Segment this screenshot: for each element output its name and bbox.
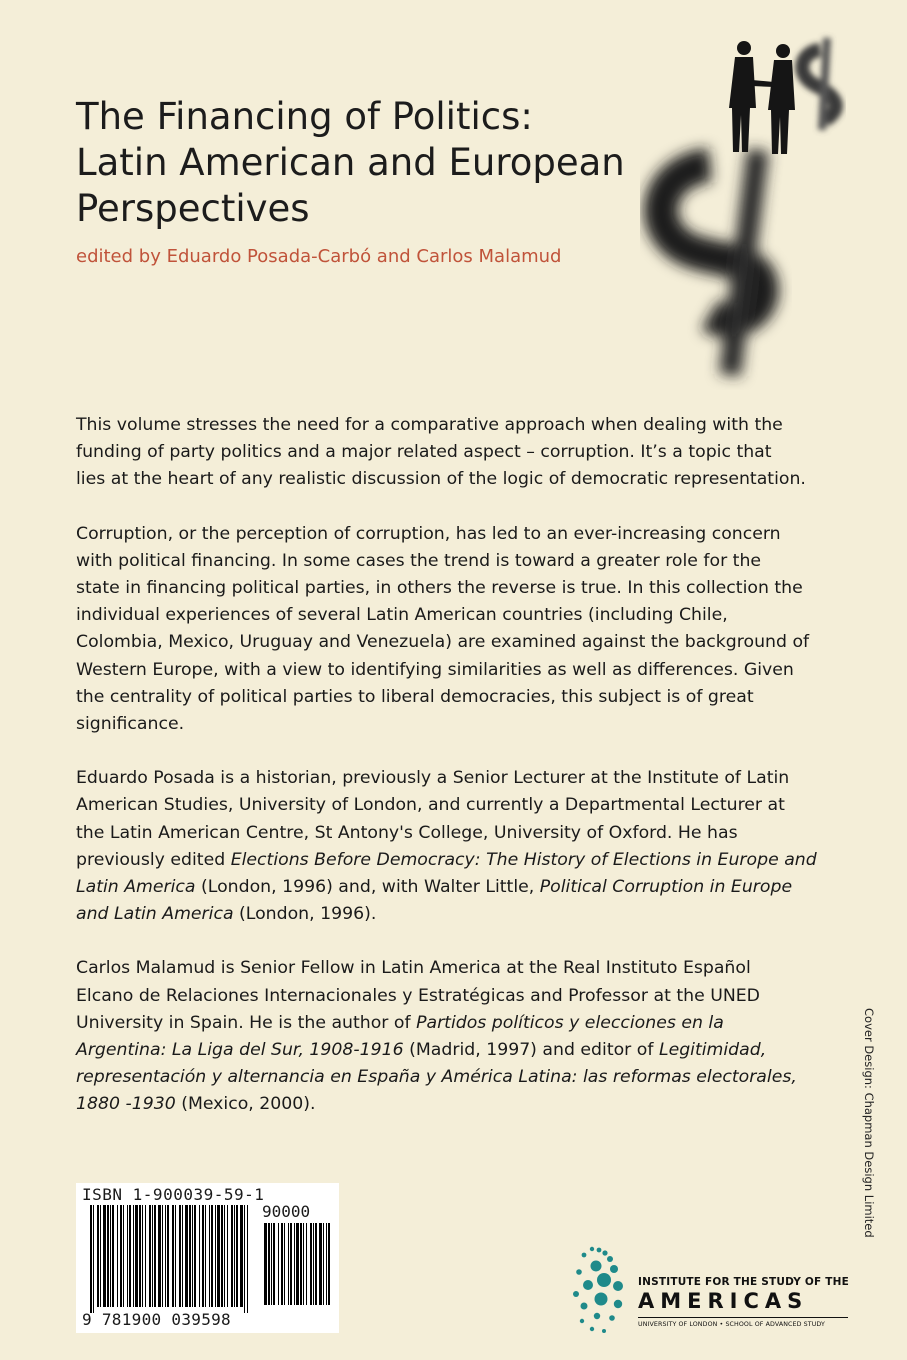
businessmen-figures	[729, 41, 795, 154]
addon-bar	[310, 1223, 312, 1305]
text-line: Colombia, Mexico, Uruguay and Venezuela) are examined against the background of	[76, 632, 810, 653]
addon-bar	[319, 1223, 322, 1305]
addon-bar	[288, 1223, 289, 1305]
book-title-italic: Partidos políticos y elecciones en la	[416, 1012, 724, 1033]
text-line: Eduardo Posada is a historian, previously a Senior Lecturer at the Institute of Latin	[76, 768, 790, 789]
barcode-bar	[158, 1205, 161, 1307]
barcode-bar	[93, 1205, 94, 1313]
text-line: significance.	[76, 714, 185, 735]
text-run: previously edited	[76, 849, 231, 870]
barcode-bar	[240, 1205, 243, 1307]
text-run: (Madrid, 1997) and editor of	[403, 1040, 659, 1061]
handshake-dollar-illustration	[640, 30, 880, 390]
barcode-bar	[205, 1205, 206, 1307]
text-line: the Latin American Centre, St Antony's College, University of Oxford. He has	[76, 822, 738, 843]
barcode-bar	[167, 1205, 169, 1307]
addon-bar	[300, 1223, 302, 1305]
barcode-bar	[202, 1205, 204, 1307]
barcode-bar	[129, 1205, 131, 1307]
barcode-bar	[231, 1205, 233, 1307]
logo-divider	[638, 1317, 848, 1318]
isbn-text: ISBN 1-900039-59-1	[82, 1185, 265, 1204]
barcode-bar	[123, 1205, 124, 1307]
addon-bar	[278, 1223, 279, 1305]
barcode-bar	[107, 1205, 109, 1307]
title-line: Perspectives	[76, 187, 310, 230]
barcode-bar	[165, 1205, 166, 1307]
barcode-bar	[221, 1205, 223, 1307]
barcode-bar	[152, 1205, 153, 1307]
barcode-bar	[185, 1205, 188, 1307]
barcode-bar	[142, 1205, 143, 1307]
barcode-bar	[149, 1205, 151, 1307]
addon-bar	[296, 1223, 299, 1305]
barcode-bar	[145, 1205, 146, 1307]
addon-bar	[273, 1223, 275, 1305]
logo-sub-line: UNIVERSITY OF LONDON • SCHOOL OF ADVANCED STUDY	[638, 1321, 825, 1328]
barcode-bar	[172, 1205, 174, 1307]
title-line: Latin American and European	[76, 141, 625, 184]
barcode-bar	[227, 1205, 228, 1307]
back-cover-text	[76, 412, 836, 1146]
book-title-italic: 1880 -1930	[76, 1094, 176, 1115]
text-line: Elcano de Relaciones Internacionales y Estratégicas and Professor at the UNED	[76, 985, 760, 1006]
editor-bio-malamud	[76, 955, 836, 1118]
barcode-bar	[209, 1205, 210, 1307]
barcode-bar	[199, 1205, 200, 1307]
text-line	[76, 901, 836, 928]
description-paragraph	[76, 412, 836, 494]
barcode-bar	[247, 1205, 248, 1313]
logo-wordmark: AMERICAS	[638, 1289, 809, 1313]
barcode-bar	[103, 1205, 106, 1307]
addon-bar	[313, 1223, 314, 1305]
addon-bar	[306, 1223, 307, 1305]
text-line: state in financing political parties, in others the reverse is true. In this collection the	[76, 578, 803, 599]
text-line: This volume stresses the need for a comparative approach when dealing with the	[76, 415, 783, 435]
text-line: lies at the heart of any realistic discussion of the logic of democratic representation.	[76, 469, 806, 490]
text-line: the centrality of political parties to liberal democracies, this subject is of great	[76, 686, 754, 707]
addon-bar	[294, 1223, 295, 1305]
editor-bio-posada	[76, 765, 836, 928]
text-line: Carlos Malamud is Senior Fellow in Latin America at the Real Instituto Español	[76, 958, 751, 979]
text-line	[76, 874, 836, 901]
text-run: University in Spain. He is the author of	[76, 1012, 417, 1033]
barcode-bar	[120, 1205, 122, 1307]
price-code: 90000	[262, 1202, 311, 1221]
addon-bar	[326, 1223, 327, 1305]
book-title-italic: Political Corruption in Europe	[539, 877, 793, 898]
barcode-bar	[90, 1205, 92, 1313]
text-line	[76, 1010, 836, 1037]
text-line: Corruption, or the perception of corruption, has led to an ever-increasing concern	[76, 523, 781, 544]
barcode-bar	[127, 1205, 128, 1307]
barcode-bar	[211, 1205, 213, 1307]
barcode-bar	[139, 1205, 141, 1307]
text-line	[76, 1037, 836, 1064]
barcode-bar	[162, 1205, 163, 1307]
barcode-bar	[179, 1205, 181, 1307]
editors-line: edited by Eduardo Posada-Carbó and Carlos Malamud	[76, 246, 562, 267]
barcode-bar	[224, 1205, 225, 1307]
book-title-italic: Legitimidad,	[658, 1040, 767, 1061]
book-title-italic: representación y alternancia en España y América Latina: las reformas electorales,	[76, 1067, 797, 1088]
barcode-bar	[217, 1205, 220, 1307]
text-run: (London, 1996) and, with Walter Little,	[195, 877, 540, 898]
addon-bar	[290, 1223, 292, 1305]
text-line: individual experiences of several Latin American countries (including Chile,	[76, 605, 728, 626]
addon-bar	[271, 1223, 272, 1305]
book-title-italic: and Latin America	[76, 904, 234, 925]
text-line: with political financing. In some cases the trend is toward a greater role for the	[76, 550, 762, 571]
addon-bar	[284, 1223, 285, 1305]
isbn-barcode	[76, 1183, 339, 1333]
book-title-italic: Latin America	[76, 877, 196, 898]
description-paragraph	[76, 521, 836, 739]
barcode-bar	[97, 1205, 99, 1307]
text-line: American Studies, University of London, and currently a Departmental Lecturer at	[76, 795, 785, 816]
ean-digits: 9 781900 039598	[82, 1310, 231, 1329]
barcode-bar	[234, 1205, 235, 1307]
barcode-bar	[175, 1205, 176, 1307]
cover-design-credit: Cover Design: Chapman Design Limited	[862, 1008, 876, 1238]
addon-bar	[315, 1223, 317, 1305]
addon-bar	[281, 1223, 283, 1305]
addon-bar	[328, 1223, 330, 1305]
text-line	[76, 1064, 836, 1091]
barcode-bar	[133, 1205, 134, 1307]
barcode-bar	[135, 1205, 138, 1307]
barcode-bar	[182, 1205, 183, 1307]
barcode-bar	[189, 1205, 191, 1307]
barcode-bar	[100, 1205, 101, 1307]
institute-logo	[570, 1242, 860, 1342]
book-title	[76, 94, 636, 232]
barcode-bar	[154, 1205, 156, 1307]
barcode-bar	[194, 1205, 196, 1307]
addon-bar	[303, 1223, 304, 1305]
title-line: The Financing of Politics:	[76, 95, 533, 138]
dots-icon	[570, 1242, 636, 1342]
barcode-bar	[192, 1205, 193, 1307]
barcode-bar	[244, 1205, 245, 1313]
text-line: funding of party politics and a major related aspect – corruption. It’s a topic that	[76, 442, 772, 463]
text-run: (Mexico, 2000).	[175, 1094, 316, 1115]
barcode-bar	[110, 1205, 111, 1307]
text-line	[76, 1091, 836, 1118]
addon-bar	[268, 1223, 270, 1305]
book-title-italic: Elections Before Democracy: The History of Elections in Europe and	[230, 849, 817, 870]
addon-bar	[264, 1223, 267, 1305]
barcode-bar	[112, 1205, 114, 1307]
barcode-bar	[215, 1205, 216, 1307]
text-line: Western Europe, with a view to identifying similarities as well as differences. Given	[76, 659, 794, 680]
book-title-italic: Argentina: La Liga del Sur, 1908-1916	[76, 1040, 404, 1061]
barcode-bar	[117, 1205, 118, 1307]
barcode-bar	[236, 1205, 238, 1307]
text-line	[76, 847, 836, 874]
text-run: (London, 1996).	[233, 904, 377, 925]
addon-bar	[323, 1223, 324, 1305]
logo-top-line: INSTITUTE FOR THE STUDY OF THE	[638, 1276, 849, 1288]
